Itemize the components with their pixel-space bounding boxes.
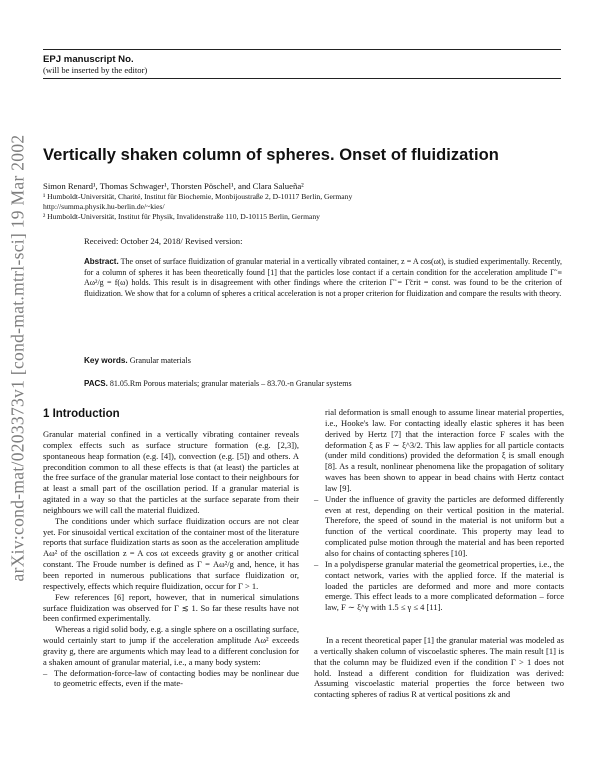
arxiv-sidebar: [1, 118, 35, 598]
list-item-2: [314, 494, 564, 559]
header-rule-top: [43, 49, 561, 50]
list-item-3-text: In a polydisperse granular material the geometrical properties, i.e., the contact network, varies with the applied force. If the material is loaded the particles are deformed and more and more contacts emerge. This effect leads to a more complicated deformation – force law, F ∼ ξ^γ with 1.5 ≤ γ ≤ 4 [11].: [325, 558, 564, 613]
keywords: [84, 356, 562, 365]
author-list: Simon Renard¹, Thomas Schwager¹, Thorsten Pöschel¹, and Clara Salueña²: [43, 181, 304, 191]
paper-title: Vertically shaken column of spheres. Onset of fluidization: [43, 146, 499, 164]
intro-paragraph-1: Granular material confined in a vertically vibrating container reveals complex effects such as surface structure formation (e.g. [2,3]), spontaneous heap formation (e.g. [4]), convection (e.g. [5]) and others. A precondition common to all these effects is that (at least) the particles at the free surface of the granular material lose contact to their neighbours for at least a small part of the oscillation period. If a granular material is agitated in a way so that the particles at the surface separate from their neighbours we will call the material fluidized.: [43, 429, 299, 515]
list-dash: –: [314, 558, 319, 569]
list-dash: –: [43, 667, 48, 678]
pacs: [84, 379, 562, 388]
journal-title: EPJ manuscript No.: [43, 54, 134, 65]
right-column: [314, 407, 564, 700]
list-dash: –: [314, 493, 319, 504]
abstract-label: Abstract.: [84, 257, 119, 266]
section-heading: 1 Introduction: [43, 408, 120, 420]
list-item-1-cont-text: rial deformation is small enough to assume linear material properties, i.e., Hooke's law. For contacting ideally elastic spheres it has been derived by Hertz [7] that the interaction force F scales with the deformation ξ as F ∼ ξ^3/2. This law applies for all particle contacts (under mild conditions) provided the deformation ξ is small enough [8]. As a result, nonlinear phenomena like the propagation of solitary waves has been shown to appear in bead chains with Hertz contact law [9].: [325, 407, 564, 493]
pacs-text: 81.05.Rm Porous materials; granular materials – 83.70.-n Granular systems: [109, 379, 352, 388]
list-item-1: [43, 668, 299, 690]
affiliation-1: ¹ Humboldt-Universität, Charité, Institut für Biochemie, Monbijoustraße 2, D-10117 Berlin, Germany: [43, 191, 353, 201]
intro-paragraph-2: The conditions under which surface fluidization occurs are not clear yet. For sinusoidal vertical excitation of the container most of the literature reports that surface fluidization starts as soon as the acceleration amplitude Aω² of the oscillation z = A cos ωt exceeds gravity g or another critical constant. The Froude number is defined as Γ = Aω²/g and, hence, it has been reported in numerous publications that surface fluidization or, respectively, effects which require fluidization, occur for Γ > 1.: [43, 515, 299, 591]
received-date: Received: October 24, 2018/ Revised version:: [84, 236, 243, 246]
intro-paragraph-5: In a recent theoretical paper [1] the granular material was modeled as a vertically shaken column of viscoelastic spheres. The main result [1] is that the column may be fluidized even if the condition Γ > 1 does not hold. Instead a different condition for fluidization was derived: Assuming viscoelastic material properties the force between two contacting spheres of radius R at vertical positions zk and: [314, 635, 564, 700]
arxiv-identifier: arXiv:cond-mat/0203373v1 [cond-mat.mtrl-sci] 19 Mar 2002: [7, 134, 28, 582]
paragraph-gap: [314, 613, 564, 635]
intro-paragraph-4: Whereas a rigid solid body, e.g. a single sphere on a oscillating surface, would certainly start to jump if the acceleration amplitude Aω² exceeds gravity g, there are arguments which may lead to a different conclusion for a shaken amount of granular material, i.e., a many body system:: [43, 624, 299, 667]
keywords-text: Granular materials: [129, 356, 191, 365]
list-item-2-text: Under the influence of gravity the particles are deformed differently even at rest, depending on their vertical position in the material. Therefore, the speed of sound in the material is not uniform but a function of the vertical coordinate. This property may lead to complicated pulse motion through the material and has been reported also for chains of contacting spheres [10].: [325, 493, 564, 558]
list-item-1-continued: [314, 407, 564, 494]
pacs-label: PACS.: [84, 379, 108, 388]
list-item-1-text: The deformation-force-law of contacting bodies may be nonlinear due to geometric effects, even if the mate-: [54, 667, 299, 689]
journal-note: (will be inserted by the editor): [43, 65, 148, 75]
header-rule-bottom: [43, 78, 561, 79]
affiliation-2: ² Humboldt-Universität, Institut für Physik, Invalidenstraße 110, D-10115 Berlin, Germany: [43, 211, 320, 221]
intro-paragraph-3: Few references [6] report, however, that in numerical simulations surface fluidization was observed for Γ ≲ 1. So far these results have not been confirmed experimentally.: [43, 591, 299, 624]
manuscript-header: [43, 49, 561, 79]
list-item-3: [314, 559, 564, 613]
author-block: [43, 181, 563, 222]
affiliation-url: http://summa.physik.hu-berlin.de/~kies/: [43, 201, 165, 211]
abstract: [84, 257, 562, 299]
abstract-text: The onset of surface fluidization of granular material in a vertically vibrated container, z = A cos(ωt), is studied experimentally. Recently, for a column of spheres it has been theoretically found [1] that the particles lose contact if a certain condition for the acceleration amplitude Γ̃ ≡ Aω²/g = f(ω) holds. This result is in disagreement with other findings where the criterion Γ̃ = Γ̃crit = const. was found to be the criterion of fluidization. We show that for a column of spheres a critical acceleration is not a proper criterion for fluidization and compare the results with theory.: [84, 257, 563, 298]
keywords-label: Key words.: [84, 356, 128, 365]
left-column: [43, 407, 299, 689]
